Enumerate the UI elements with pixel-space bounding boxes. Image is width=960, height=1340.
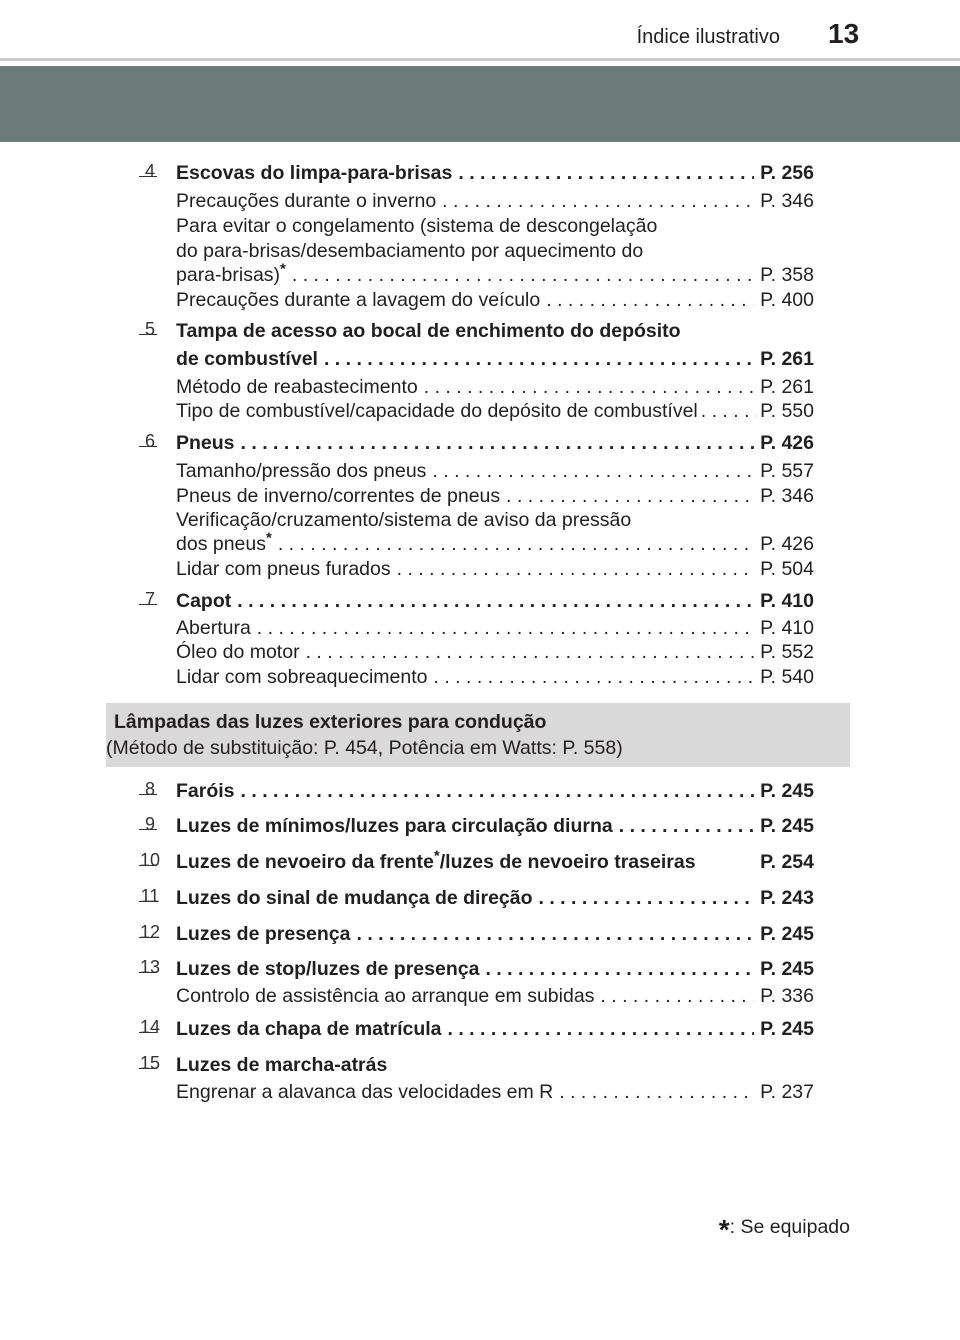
page-reference: P. 504 <box>760 558 814 580</box>
sub-entry: Método de reabastecimento . . . P. 261 <box>176 376 814 399</box>
page-reference: P. 243 <box>760 887 814 909</box>
page-reference: P. 245 <box>760 815 814 837</box>
page-reference: P. 237 <box>760 1081 814 1103</box>
page-reference: P. 336 <box>760 985 814 1007</box>
page-reference: P. 346 <box>760 485 814 507</box>
entry-title: Luzes do sinal de mudança de direção <box>176 887 533 909</box>
item-number-badge: 15 <box>142 1052 164 1074</box>
sub-entry: Lidar com sobreaquecimento . . . P. 540 <box>176 666 814 689</box>
page-reference: P. 346 <box>760 190 814 212</box>
entry-title-line <box>176 847 814 874</box>
page-reference: P. 426 <box>760 533 814 555</box>
entry-title: Luzes de nevoeiro da frente <box>176 851 434 873</box>
item-number-badge: 9 <box>142 813 164 835</box>
page-reference: P. 557 <box>760 460 814 482</box>
entry-title: Capot <box>176 590 232 612</box>
page-reference: P. 261 <box>760 348 814 370</box>
entry-title: Luzes de marcha-atrás <box>176 1054 388 1076</box>
sub-entry: Verificação/cruzamento/sistema de aviso da pressão <box>176 509 632 531</box>
footnote-star: * <box>266 529 272 547</box>
page-reference: P. 245 <box>760 958 814 980</box>
entry-title-line <box>176 815 814 838</box>
section-title: Índice ilustrativo <box>636 26 780 48</box>
page-reference: P. 245 <box>760 780 814 802</box>
entry-title: Luzes de stop/luzes de presença <box>176 958 480 980</box>
sub-entry: Precauções durante a lavagem do veículo . . . P. 400 <box>176 289 814 312</box>
sub-entry: dos pneus* . . . P. 426 <box>176 533 814 556</box>
sub-entry: Precauções durante o inverno . . . P. 346 <box>176 190 814 213</box>
header-divider-right <box>808 58 960 61</box>
item-number-badge: 13 <box>142 956 164 978</box>
entry-title: Luzes de presença <box>176 923 351 945</box>
entry-title: Tampa de acesso ao bocal de enchimento do depósito <box>176 320 681 342</box>
header-divider <box>0 58 808 61</box>
page-reference: P. 550 <box>760 400 814 422</box>
entry-title-line <box>176 923 814 946</box>
page-reference: P. 552 <box>760 641 814 663</box>
lamps-section-subtitle: (Método de substituição: P. 454, Potência em Watts: P. 558) <box>106 737 623 759</box>
entry-title-line <box>176 1018 814 1041</box>
sub-entry: Tamanho/pressão dos pneus . . . P. 557 <box>176 460 814 483</box>
entry-title-line <box>176 432 814 455</box>
entry-title-line <box>176 590 814 613</box>
entry-title-line <box>176 887 814 910</box>
page-reference: P. 410 <box>760 590 814 612</box>
sub-entry: Para evitar o congelamento (sistema de descongelação <box>176 215 658 237</box>
sub-entry: Controlo de assistência ao arranque em subidas . . . P. 336 <box>176 985 814 1008</box>
page-reference: P. 540 <box>760 666 814 688</box>
entry-title: Luzes da chapa de matrícula <box>176 1018 442 1040</box>
entry-title: Faróis <box>176 780 235 802</box>
page-reference: P. 410 <box>760 617 814 639</box>
sub-entry: para-brisas)* . . . P. 358 <box>176 264 814 287</box>
item-number-badge: 5 <box>142 318 164 340</box>
page-reference: P. 254 <box>760 851 814 873</box>
entry-title-cont: /luzes de nevoeiro traseiras <box>439 851 696 873</box>
header-banner <box>0 66 960 142</box>
entry-title-line <box>176 320 814 343</box>
sub-entry: Lidar com pneus furados . . . P. 504 <box>176 558 814 581</box>
page-reference: P. 256 <box>760 162 814 184</box>
item-number-badge: 7 <box>142 588 164 610</box>
entry-title-line <box>176 958 814 981</box>
item-number-badge: 10 <box>142 849 164 871</box>
footnote-star: * <box>280 260 286 278</box>
entry-title-line <box>176 1054 814 1077</box>
footnote-text: : Se equipado <box>729 1216 850 1238</box>
sub-entry: Tipo de combustível/capacidade do depósito de combustível . . . P. 550 <box>176 400 814 423</box>
lamps-section-title: Lâmpadas das luzes exteriores para condução <box>114 711 547 733</box>
item-number-badge: 6 <box>142 430 164 452</box>
footnote-star: * <box>433 847 440 865</box>
item-number-badge: 12 <box>142 921 164 943</box>
sub-entry: Pneus de inverno/correntes de pneus . . . P. 346 <box>176 485 814 508</box>
page-reference: P. 426 <box>760 432 814 454</box>
sub-entry: do para-brisas/desembaciamento por aquecimento do <box>176 240 644 262</box>
entry-title-line <box>176 162 814 185</box>
sub-entry: Engrenar a alavanca das velocidades em R . . . P. 237 <box>176 1081 814 1104</box>
entry-title: Luzes de mínimos/luzes para circulação diurna <box>176 815 613 837</box>
page-reference: P. 400 <box>760 289 814 311</box>
item-number-badge: 4 <box>142 160 164 182</box>
page-reference: P. 245 <box>760 923 814 945</box>
page-reference: P. 245 <box>760 1018 814 1040</box>
page-number: 13 <box>828 18 860 49</box>
footnote-star: * <box>718 1214 730 1245</box>
page-reference: P. 261 <box>760 376 814 398</box>
sub-entry: Óleo do motor . . . P. 552 <box>176 641 814 664</box>
entry-title-line <box>176 780 814 803</box>
entry-title-line <box>176 348 814 371</box>
item-number-badge: 14 <box>142 1016 164 1038</box>
entry-title: Pneus <box>176 432 235 454</box>
entry-title: de combustível <box>176 348 318 370</box>
item-number-badge: 8 <box>142 778 164 800</box>
page-header <box>0 0 960 62</box>
footnote <box>719 1214 850 1246</box>
item-number-badge: 11 <box>142 885 164 907</box>
sub-entry: Abertura . . . P. 410 <box>176 617 814 640</box>
entry-title: Escovas do limpa-para-brisas <box>176 162 453 184</box>
page-reference: P. 358 <box>760 264 814 286</box>
